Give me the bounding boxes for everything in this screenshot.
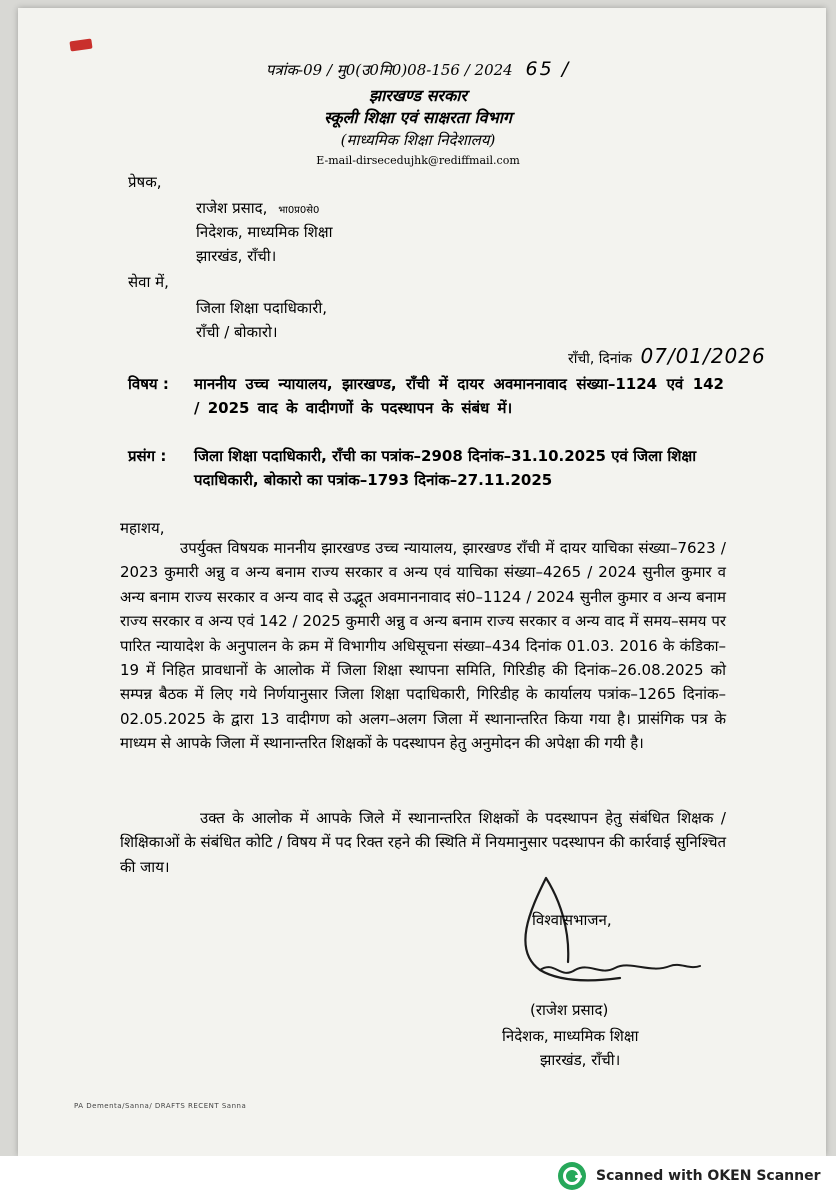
reference-block — [128, 444, 724, 492]
body-paragraph-1: उपर्युक्त विषयक माननीय झारखण्ड उच्च न्यायालय, झारखण्ड राँची में दायर याचिका संख्या–7623 / 2023 कुमारी अन्नु व अन्य बनाम राज्य सरकार व अन्य एवं याचिका संख्या–4265 / 2024 सुनील कुमार व अन्य बनाम राज्य सरकार व अन्य वाद से उद्भूत अवमाननावाद सं0–1124 / 2024 सुनील कुमार व अन्य बनाम राज्य सरकार व अन्य एवं 142 / 2025 कुमारी अन्नु व अन्य बनाम राज्य सरकार व अन्य वाद में समय–समय पर पारित न्यायादेश के अनुपालन के क्रम में विभागीय अधिसूचना संख्या–434 दिनांक 01.03. 2016 के कंडिका–19 में निहित प्रावधानों के आलोक में जिला शिक्षा स्थापना समिति, गिरिडीह की दिनांक–26.08.2025 को सम्पन्न बैठक में लिए गये निर्णयानुसार जिला शिक्षा पदाधिकारी, गिरिडीह के कार्यालय पत्रांक–1265 दिनांक–02.05.2025 के द्वारा 13 वादीगण को अलग–अलग जिला में स्थानान्तरित किया गया है। प्रासंगिक पत्र के माध्यम से आपके जिला में स्थानान्तरित शिक्षकों के पदस्थापन हेतु अनुमोदन की अपेक्षा की गयी है। — [120, 539, 726, 753]
recipient-location: राँची / बोकारो। — [196, 323, 278, 341]
signatory-location: झारखंड, राँची। — [540, 1051, 621, 1069]
date-label: राँची, दिनांक — [568, 351, 632, 367]
date-line — [568, 344, 766, 368]
government-heading: झारखण्ड सरकार — [369, 86, 467, 105]
directorate-heading: (माध्यमिक शिक्षा निदेशालय) — [340, 131, 496, 149]
signatory-name: (राजेश प्रसाद) — [530, 1001, 609, 1019]
sender-designation: निदेशक, माध्यमिक शिक्षा — [196, 223, 333, 241]
sender-label: प्रेषक, — [128, 173, 162, 191]
scanner-label: Scanned with OKEN Scanner — [596, 1168, 821, 1184]
reference-number-printed: पत्रांक-09 / मु0(उ0मि0)08-156 / 2024 — [265, 61, 513, 79]
scanner-watermark — [558, 1162, 821, 1190]
scanner-logo-icon — [558, 1162, 586, 1190]
department-heading: स्कूली शिक्षा एवं साक्षरता विभाग — [324, 108, 512, 127]
subject-label: विषय : — [128, 375, 169, 393]
sender-name: राजेश प्रसाद, — [196, 199, 268, 217]
salutation: महाशय, — [120, 519, 165, 537]
email-address: E-mail-dirsecedujhk@rediffmail.com — [316, 154, 520, 167]
body-paragraph-2: उक्त के आलोक में आपके जिले में स्थानान्तरित शिक्षकों के पदस्थापन हेतु संबंधित शिक्षक / शिक्षिकाओं के संबंधित कोटि / विषय में पद रिक्त रहने की स्थिति में नियमानुसार पदस्थापन की कार्रवाई सुनिश्चित की जाय। — [120, 809, 727, 876]
closing-regards: विश्वासभाजन, — [532, 911, 612, 929]
date-handwritten: 07/01/2026 — [640, 344, 766, 368]
sender-location: झारखंड, राँची। — [196, 247, 277, 265]
reference-number-handwritten: 65 / — [525, 58, 571, 80]
subject-block — [128, 372, 724, 420]
sender-name-line — [196, 198, 319, 218]
recipient-designation: जिला शिक्षा पदाधिकारी, — [196, 299, 328, 317]
footnote-path: PA Dementa/Sanna/ DRAFTS RECENT Sanna — [74, 1102, 247, 1110]
reference-text: जिला शिक्षा पदाधिकारी, राँची का पत्रांक–2908 दिनांक–31.10.2025 एवं जिला शिक्षा पदाधिकारी, बोकारो का पत्रांक–1793 दिनांक–27.11.2025 — [194, 447, 697, 489]
recipient-label: सेवा में, — [128, 273, 169, 291]
signature-scribble — [500, 870, 720, 1000]
reference-number — [0, 58, 836, 80]
sender-suffix: भा0प्र0से0 — [278, 205, 320, 216]
signatory-designation: निदेशक, माध्यमिक शिक्षा — [502, 1027, 639, 1045]
reference-label: प्रसंग : — [128, 447, 167, 465]
subject-text: माननीय उच्च न्यायालय, झारखण्ड, राँची में दायर अवमाननावाद संख्या–1124 एवं 142 / 2025 वाद के वादीगणों के पदस्थापन के संबंध में। — [194, 375, 724, 417]
